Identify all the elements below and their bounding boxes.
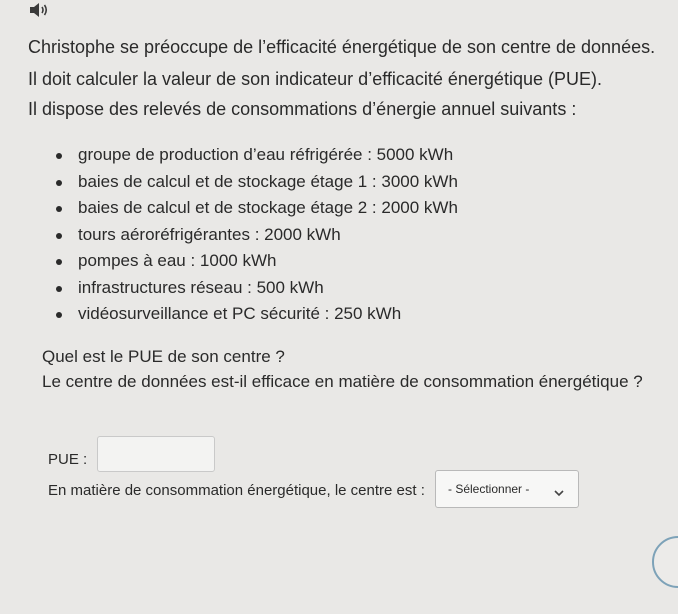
question-1: Quel est le PUE de son centre ?	[42, 347, 285, 366]
pue-input[interactable]	[97, 436, 215, 472]
list-item-text: baies de calcul et de stockage étage 2 : 2000 kWh	[78, 198, 458, 217]
bullet-icon	[56, 153, 62, 159]
bullet-icon	[56, 312, 62, 318]
bullet-icon	[56, 180, 62, 186]
list-item	[52, 225, 458, 252]
list-item	[52, 172, 458, 199]
intro-line-2: Il doit calculer la valeur de son indicateur d’efficacité énergétique (PUE).	[28, 69, 602, 89]
round-button[interactable]	[652, 536, 678, 588]
list-item	[52, 145, 458, 172]
intro-line-1: Christophe se préoccupe de l’efficacité énergétique de son centre de données.	[28, 37, 656, 57]
intro-line-3: Il dispose des relevés de consommations d’énergie annuel suivants :	[28, 99, 577, 119]
consumption-list	[52, 145, 458, 331]
list-item	[52, 251, 458, 278]
bullet-icon	[56, 206, 62, 212]
chevron-down-icon	[554, 484, 564, 492]
list-item-text: tours aéroréfrigérantes : 2000 kWh	[78, 224, 341, 244]
speaker-icon[interactable]	[28, 2, 50, 18]
list-item-text: baies de calcul et de stockage étage 1 : 3000 kWh	[78, 171, 458, 191]
bullet-icon	[56, 259, 62, 265]
question-2: Le centre de données est-il efficace en matière de consommation énergétique ?	[42, 372, 643, 391]
efficiency-label: En matière de consommation énergétique, le centre est :	[48, 482, 425, 499]
list-item-text: pompes à eau : 1000 kWh	[78, 251, 277, 270]
list-item-text: vidéosurveillance et PC sécurité : 250 kWh	[78, 304, 402, 323]
bullet-icon	[56, 233, 62, 239]
pue-label: PUE :	[48, 451, 88, 468]
list-item	[52, 278, 458, 305]
list-item	[52, 198, 458, 225]
bullet-icon	[56, 286, 62, 292]
efficiency-select[interactable]	[435, 470, 579, 508]
list-item	[52, 304, 458, 331]
list-item-text: infrastructures réseau : 500 kWh	[78, 277, 324, 297]
select-value: - Sélectionner -	[448, 482, 530, 496]
list-item-text: groupe de production d’eau réfrigérée : 5000 kWh	[78, 145, 454, 164]
